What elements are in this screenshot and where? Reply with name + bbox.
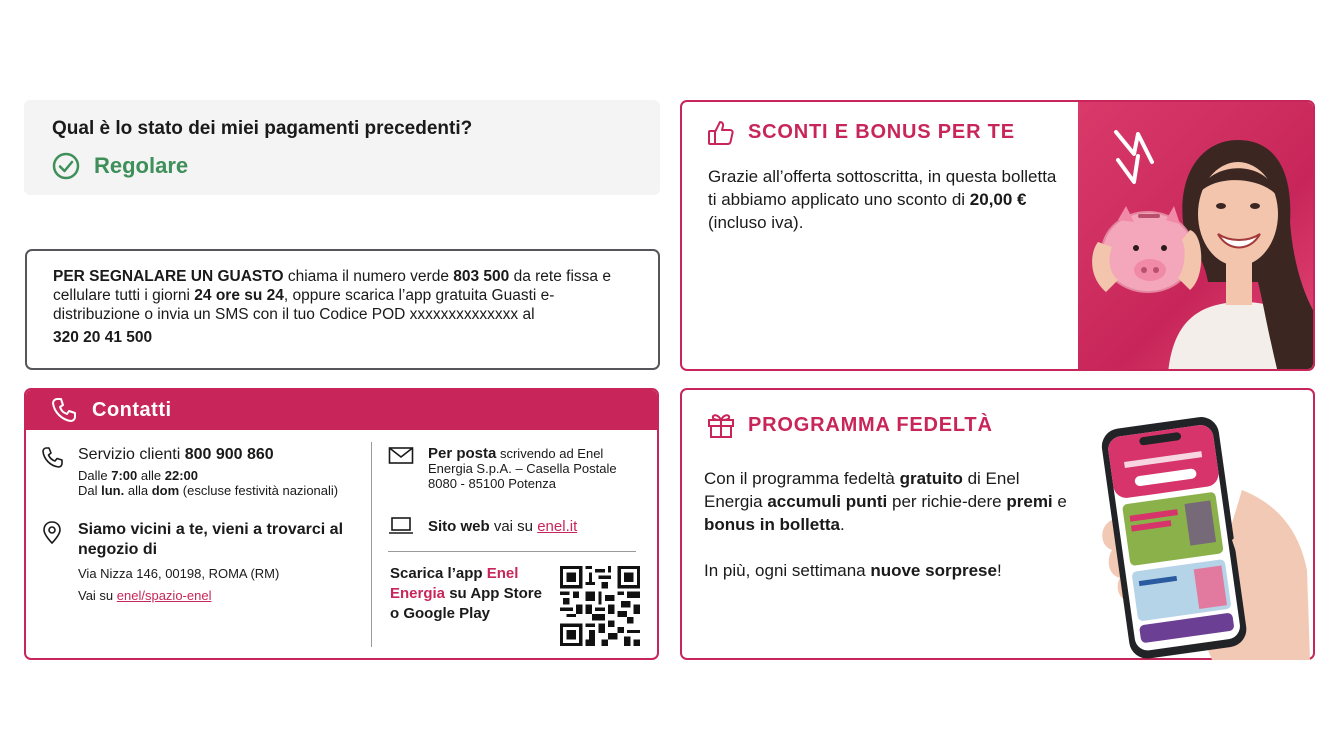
negozio-vai: Vai su bbox=[78, 588, 117, 603]
posta bbox=[388, 446, 638, 491]
guasto-lead: PER SEGNALARE UN GUASTO bbox=[53, 268, 284, 285]
app-download-text bbox=[390, 564, 550, 624]
contatti-box bbox=[24, 388, 659, 660]
orari-alla: alla bbox=[124, 483, 152, 498]
thumbs-up-icon bbox=[706, 118, 736, 148]
orari-day-to: dom bbox=[151, 483, 180, 498]
payments-status bbox=[52, 152, 632, 180]
servizio-number: 800 900 860 bbox=[184, 446, 274, 463]
orari-dalle: Dalle bbox=[78, 468, 112, 483]
fedelta-p1-i: . bbox=[840, 515, 845, 534]
fedelta-p1-a: Con il programma fedeltà bbox=[704, 469, 900, 488]
orari-line-1 bbox=[78, 468, 338, 483]
payments-status-box bbox=[24, 100, 660, 195]
app-brand: Enel Energia bbox=[390, 565, 519, 602]
web-label: Sito web bbox=[428, 517, 490, 535]
posta-text: scrivendo ad Enel Energia S.p.A. – Casella Postale 8080 - 85100 Potenza bbox=[428, 446, 617, 491]
sconti-t1: Grazie all’offerta sottoscritta, in questa bolletta ti abbiamo applicato uno sconto di bbox=[708, 167, 1057, 209]
spazio-enel-link[interactable]: enel/spazio-enel bbox=[116, 588, 212, 603]
contatti-title: Contatti bbox=[92, 398, 172, 421]
orari-alle: alle bbox=[137, 468, 165, 483]
orari-to: 22:00 bbox=[164, 468, 198, 483]
fedelta-p2-b: nuove sorprese bbox=[870, 561, 997, 580]
fedelta-p1-b: gratuito bbox=[899, 469, 963, 488]
negozio bbox=[40, 520, 348, 603]
sms-number: 320 20 41 500 bbox=[53, 329, 153, 346]
app-separator bbox=[388, 551, 636, 552]
fedelta-paragraph-2 bbox=[704, 559, 1074, 582]
sconti-bonus-box bbox=[680, 100, 1315, 371]
orari-from: 7:00 bbox=[111, 468, 138, 483]
guasto-text-1: chiama il numero verde bbox=[283, 268, 454, 285]
programma-fedelta-box bbox=[680, 388, 1315, 660]
fedelta-p1-d: accumuli punti bbox=[767, 492, 888, 511]
fedelta-p2-c: ! bbox=[996, 561, 1002, 580]
orari-note: (escluse festività nazionali) bbox=[179, 483, 339, 498]
fedelta-p1-f: premi bbox=[1006, 492, 1053, 511]
laptop-icon bbox=[388, 516, 414, 536]
enel-it-link[interactable]: enel.it bbox=[537, 517, 578, 535]
orari-day-from: lun. bbox=[101, 483, 125, 498]
negozio-title: Siamo vicini a te, vieni a trovarci al negozio di bbox=[78, 521, 344, 558]
guasto-text bbox=[53, 267, 632, 324]
posta-label: Per posta bbox=[428, 445, 497, 462]
sconti-text bbox=[708, 165, 1058, 234]
fedelta-paragraph-1 bbox=[704, 467, 1074, 536]
fedelta-p1-g: e bbox=[1052, 492, 1067, 511]
negozio-address: Via Nizza 146, 00198, ROMA (RM) bbox=[78, 566, 280, 581]
envelope-icon bbox=[388, 446, 414, 466]
sconti-t2: (incluso iva). bbox=[708, 213, 804, 232]
guasto-text-3: , oppure scarica l’app gratuita Guasti e-distribuzione o invia un SMS con il tuo Codice POD xxxxxxxxxxxxxx al bbox=[53, 287, 555, 323]
payments-status-label: Regolare bbox=[94, 153, 189, 178]
sconti-amount: 20,00 € bbox=[969, 190, 1027, 209]
gift-icon bbox=[706, 410, 736, 440]
check-circle-icon bbox=[52, 152, 80, 180]
servizio-clienti bbox=[40, 446, 338, 498]
app-t2: su App Store o Google Play bbox=[390, 585, 542, 622]
fedelta-p2-a: In più, ogni settimana bbox=[704, 561, 871, 580]
fedelta-p1-c: di Enel Energia bbox=[704, 469, 1020, 511]
fedelta-title: PROGRAMMA FEDELTÀ bbox=[748, 414, 993, 436]
contatti-header bbox=[26, 390, 657, 430]
location-pin-icon bbox=[40, 520, 64, 546]
sconti-title: SCONTI E BONUS PER TE bbox=[748, 121, 1015, 143]
payments-question: Qual è lo stato dei miei pagamenti precedenti? bbox=[52, 118, 473, 139]
app-t1: Scarica l’app bbox=[390, 565, 487, 582]
fedelta-p1-h: bonus in bolletta bbox=[704, 515, 840, 534]
sito-web bbox=[388, 516, 577, 536]
orari-line-2 bbox=[78, 483, 338, 498]
phone-icon bbox=[40, 446, 64, 470]
web-text: vai su bbox=[489, 517, 538, 535]
smartphone-app-illustration bbox=[1092, 410, 1312, 660]
woman-with-piggy-bank-illustration bbox=[1078, 102, 1315, 371]
orari-dal: Dal bbox=[78, 483, 102, 498]
guasto-info-box bbox=[25, 249, 660, 370]
qr-code[interactable] bbox=[560, 566, 640, 646]
promo-photo bbox=[1078, 102, 1315, 371]
phone-icon bbox=[50, 396, 78, 424]
column-divider bbox=[371, 442, 372, 647]
servizio-label: Servizio clienti bbox=[78, 446, 185, 463]
fedelta-p1-e: per richie-dere bbox=[887, 492, 1007, 511]
guasto-hours: 24 ore su 24 bbox=[194, 287, 284, 304]
numero-verde: 803 500 bbox=[453, 268, 510, 285]
guasto-text-2: da rete fissa e cellulare tutti i giorni bbox=[53, 268, 611, 304]
